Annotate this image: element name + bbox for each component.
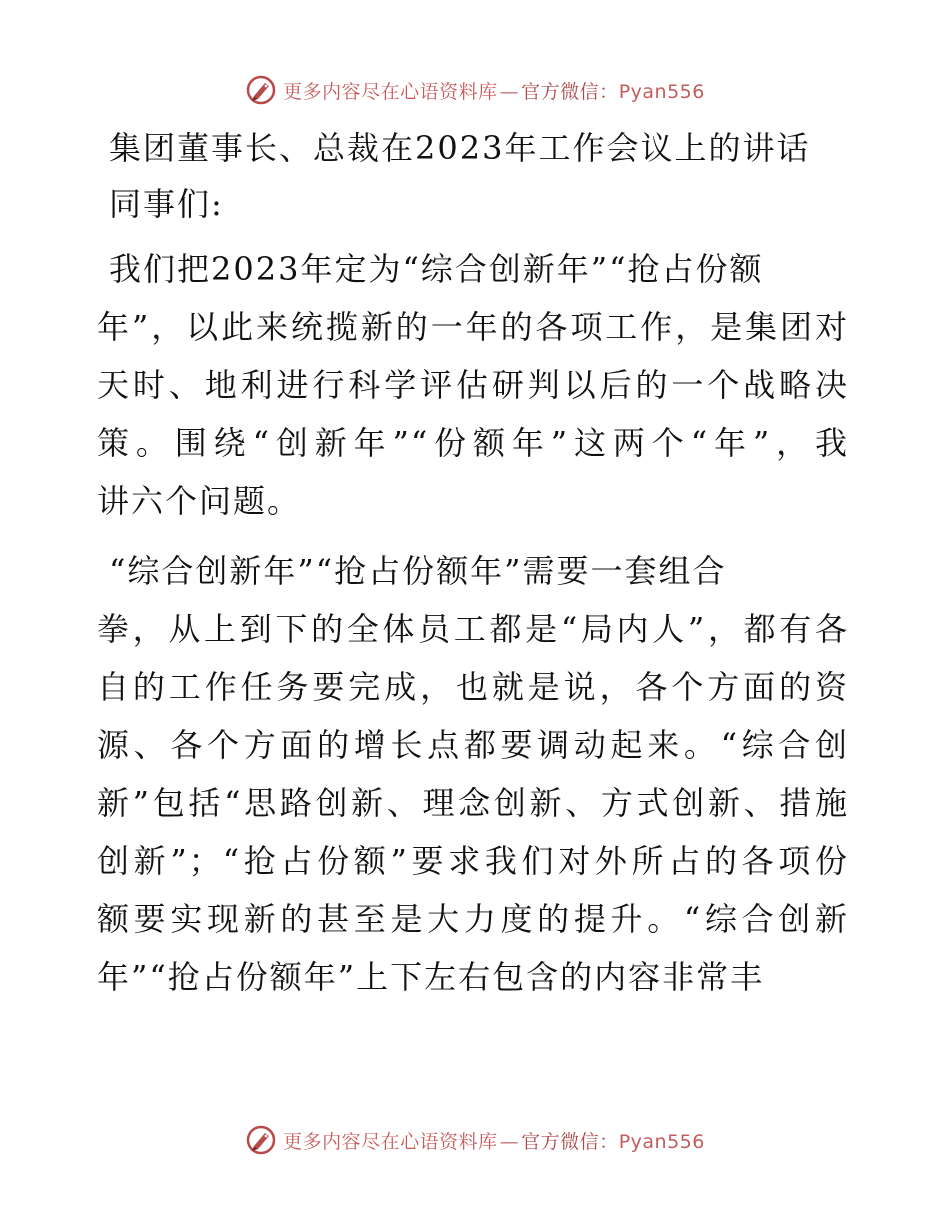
banner-wechat-id: Pyan556 [618,1130,705,1153]
salutation: 同事们: [109,185,224,223]
banner-dash: — [499,80,520,103]
pen-nib-logo-icon [245,74,277,106]
paragraph-line: 讲六个问题。 [97,482,302,520]
footer-banner [0,1120,950,1160]
paragraph-line: 天时、地利进行科学评估研判以后的一个战略决 [97,366,849,404]
banner-text [283,77,705,104]
pen-nib-logo-icon [245,1124,277,1156]
paragraph-line: 自的工作任务要完成，也就是说，各个方面的资 [97,668,849,706]
banner-library-text: 更多内容尽在心语资料库 [283,80,498,103]
banner-text [283,1127,705,1154]
banner-wechat-label: 官方微信： [521,1130,619,1153]
document-title: 集团董事长、总裁在2023年工作会议上的讲话 [109,129,811,167]
paragraph-line: 额要实现新的甚至是大力度的提升。“综合创新 [97,900,849,938]
paragraph-line: 年”，以此来统揽新的一年的各项工作，是集团对 [97,308,849,346]
paragraph-2 [97,542,849,1006]
paragraph-line: 策。围绕“创新年”“份额年”这两个“年”，我 [97,424,849,462]
paragraph-line: 我们把2023年定为“综合创新年”“抢占份额 [109,250,764,288]
paragraph-line: “综合创新年”“抢占份额年”需要一套组合 [109,552,727,590]
paragraph-line: 源、各个方面的增长点都要调动起来。“综合创 [97,726,849,764]
header-banner [0,70,950,110]
paragraph-line: 新”包括“思路创新、理念创新、方式创新、措施 [97,784,849,822]
document-body [97,120,849,1018]
paragraph-line: 创新”；“抢占份额”要求我们对外所占的各项份 [97,842,849,880]
banner-library-text: 更多内容尽在心语资料库 [283,1130,498,1153]
banner-wechat-label: 官方微信： [521,80,619,103]
paragraph-1 [97,240,849,530]
banner-wechat-id: Pyan556 [618,80,705,103]
paragraph-line: 拳，从上到下的全体员工都是“局内人”，都有各 [97,610,849,648]
banner-dash: — [499,1130,520,1153]
paragraph-line: 年”“抢占份额年”上下左右包含的内容非常丰 [97,958,765,996]
